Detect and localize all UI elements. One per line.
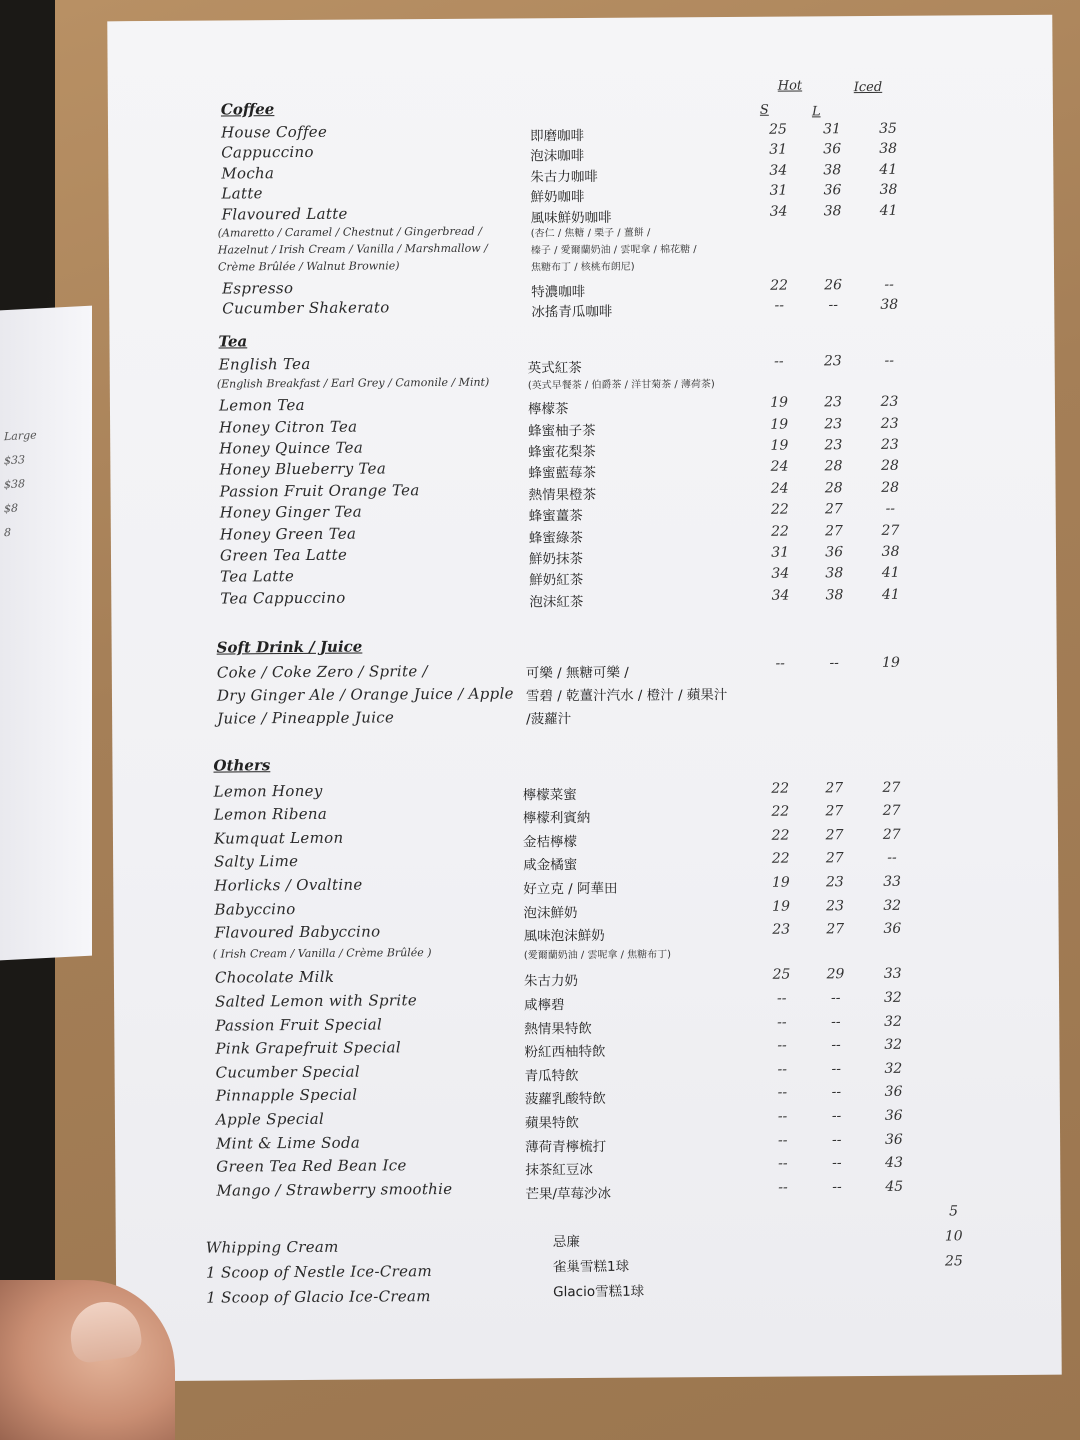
item-name-zh: 菠蘿乳酸特飲 (524, 1091, 606, 1108)
item-options: ( Irish Cream / Vanilla / Crème Brûlée ) (212, 945, 432, 961)
item-name-zh: 抹茶紅豆冰 (525, 1162, 593, 1179)
item-name-zh: 薄荷青檸梳打 (525, 1138, 607, 1156)
price-hot-large: 29 (826, 966, 845, 983)
price-iced: 28 (881, 458, 899, 475)
section-title: Soft Drink / Juice (216, 637, 363, 657)
item-name: Lemon Honey (213, 781, 323, 801)
price-hot-small: 31 (769, 182, 788, 200)
price-iced: 41 (879, 161, 898, 178)
item-name: Honey Green Tea (219, 524, 357, 544)
price-hot-small: 19 (771, 874, 790, 891)
item-name: Lemon Ribena (213, 804, 328, 824)
item-name: Kumquat Lemon (213, 828, 344, 848)
item-name: Horlicks / Ovaltine (214, 875, 363, 895)
price-hot-large: 23 (823, 353, 842, 370)
price-iced: 32 (883, 897, 902, 914)
price-hot-small: 34 (771, 587, 790, 604)
price-iced: 41 (879, 202, 898, 219)
extra-item-name-zh: 忌廉 (552, 1234, 580, 1251)
price-hot-small: 19 (770, 394, 789, 411)
price-hot-small: 22 (771, 827, 790, 844)
price-hot-small: 34 (771, 565, 790, 583)
extra-item-name-zh: 雀巢雪糕1球 (552, 1258, 630, 1276)
extra-item-name: 1 Scoop of Nestle Ice-Cream (205, 1262, 433, 1282)
section-title: Tea (218, 332, 248, 351)
side-menu-price: $38 (4, 477, 25, 492)
price-hot-small: 22 (771, 780, 790, 797)
side-menu-header: Large (4, 428, 37, 444)
price-hot-large: -- (828, 297, 839, 314)
item-name-zh: 咸金橘蜜 (523, 857, 578, 874)
price-hot-large: 27 (825, 826, 844, 844)
price-hot-large: -- (830, 990, 841, 1007)
item-name: Green Tea Red Bean Ice (216, 1156, 407, 1176)
price-hot-small: -- (777, 1132, 788, 1149)
price-hot-large: 27 (825, 779, 844, 796)
price-hot-large: 38 (823, 161, 842, 179)
price-hot-small: 19 (770, 416, 789, 433)
price-hot-large: -- (831, 1061, 841, 1078)
item-name: (Amaretto / Caramel / Chestnut / Gingerbread / (217, 224, 483, 240)
price-hot-large: 27 (824, 501, 843, 518)
price-hot-large: 36 (823, 182, 842, 199)
price-hot-large: 28 (824, 479, 843, 497)
item-name: Juice / Pineapple Juice (217, 708, 395, 728)
item-name: Pink Grapefruit Special (215, 1038, 402, 1058)
price-hot-large: 27 (825, 850, 844, 867)
item-name-zh: 粉紅西柚特飲 (524, 1044, 606, 1061)
item-name-zh: 蜂蜜綠茶 (528, 529, 583, 546)
item-name: Cucumber Shakerato (222, 298, 390, 318)
price-hot-small: 25 (772, 966, 791, 984)
price-iced: -- (885, 501, 896, 518)
price-hot-small: 24 (770, 480, 789, 497)
extra-item-name-zh: Glacio雪糕1球 (553, 1283, 645, 1301)
price-hot-large: 27 (826, 921, 845, 938)
item-name-zh: 鮮奶咖啡 (530, 189, 585, 206)
item-name-zh: 朱古力咖啡 (530, 168, 598, 186)
price-iced: 27 (882, 779, 901, 796)
item-options-zh: (愛爾蘭奶油 / 雲呢拿 / 焦糖布丁) (523, 949, 672, 962)
price-iced: -- (884, 353, 895, 370)
item-name: Mocha (221, 163, 275, 183)
section-title: Others (213, 756, 271, 775)
price-hot-small: -- (777, 1084, 788, 1102)
price-iced: 27 (882, 802, 901, 820)
item-name-zh: 可樂 / 無糖可樂 / (525, 664, 629, 682)
side-menu-price: 8 (4, 525, 11, 540)
item-name-zh: 朱古力奶 (523, 973, 579, 990)
price-hot-small: 31 (771, 544, 790, 561)
price-iced: 32 (884, 1013, 903, 1030)
item-name: Honey Ginger Tea (219, 502, 362, 522)
item-name: Babyccino (214, 899, 296, 919)
price-hot-small: -- (777, 1037, 787, 1054)
extra-item-name: 1 Scoop of Glacio Ice-Cream (206, 1287, 431, 1307)
price-hot-small: 23 (772, 921, 791, 938)
price-iced: 36 (883, 920, 902, 938)
price-hot-large: -- (832, 1155, 842, 1172)
price-hot-small: 19 (770, 437, 789, 454)
price-iced: 32 (884, 1060, 903, 1077)
price-hot-large: 28 (824, 458, 843, 475)
item-name-zh: 檸檬利賓納 (522, 810, 591, 827)
price-hot-large: 27 (825, 522, 843, 539)
extra-price: 5 (949, 1203, 959, 1220)
price-hot-small: -- (777, 1014, 787, 1031)
item-name-zh: 熱情果橙茶 (528, 486, 597, 504)
hot-column-header: Hot (777, 78, 803, 94)
price-hot-large: 26 (824, 276, 843, 293)
price-iced: 43 (885, 1154, 904, 1172)
price-hot-small: 24 (770, 458, 789, 476)
item-name: Flavoured Latte (221, 204, 348, 224)
price-hot-small: -- (777, 1108, 788, 1125)
item-name-zh: 榛子 / 愛爾蘭奶油 / 雲呢拿 / 棉花糖 / (530, 243, 697, 256)
price-hot-large: 38 (825, 565, 844, 582)
price-hot-small: 34 (769, 203, 788, 220)
extra-price: 10 (944, 1228, 963, 1245)
price-hot-large: -- (831, 1084, 842, 1101)
price-hot-small: -- (774, 353, 784, 371)
item-name-zh: 蜂蜜花梨茶 (528, 443, 596, 461)
side-menu-paper (0, 306, 92, 961)
price-hot-small: 22 (770, 277, 789, 294)
price-hot-large: 27 (825, 803, 844, 820)
price-iced: 23 (880, 436, 899, 453)
item-name: Honey Citron Tea (219, 417, 358, 437)
price-iced: 36 (884, 1084, 903, 1101)
item-name-zh: 特濃咖啡 (531, 283, 586, 300)
price-hot-large: 36 (823, 141, 842, 158)
item-name-zh: 好立克 / 阿華田 (523, 880, 618, 898)
price-hot-large: 38 (823, 203, 842, 220)
item-name: Mint & Lime Soda (216, 1133, 361, 1153)
item-name-zh: 芒果/草莓沙冰 (525, 1185, 612, 1203)
price-iced: 45 (885, 1178, 904, 1195)
price-hot-large: -- (831, 1131, 842, 1148)
price-iced: 33 (883, 966, 902, 983)
item-name-zh: 鮮奶紅茶 (529, 572, 584, 589)
item-name: Dry Ginger Ale / Orange Juice / Apple (216, 684, 514, 705)
price-hot-small: -- (777, 1061, 787, 1078)
price-hot-large: -- (829, 655, 839, 672)
price-hot-large: 23 (824, 437, 843, 454)
price-iced: 36 (884, 1107, 903, 1124)
price-hot-large: -- (831, 1108, 842, 1125)
item-name: Tea Cappuccino (220, 588, 346, 608)
price-hot-small: 22 (771, 523, 789, 540)
item-name-zh: 蜂蜜薑茶 (528, 508, 583, 525)
price-iced: 38 (879, 182, 898, 199)
price-iced: 23 (880, 393, 899, 411)
item-name-zh: /菠蘿汁 (526, 711, 572, 728)
price-iced: 33 (883, 873, 902, 890)
item-name: Salty Lime (214, 852, 299, 871)
item-name: Salted Lemon with Sprite (215, 991, 418, 1011)
side-menu-price: $33 (4, 453, 25, 468)
item-name: Lemon Tea (218, 396, 305, 415)
price-hot-small: -- (778, 1179, 788, 1196)
price-iced: 19 (881, 654, 900, 671)
price-hot-large: 23 (826, 897, 845, 914)
price-iced: -- (884, 276, 894, 293)
item-name: Apple Special (215, 1109, 325, 1129)
price-hot-small: 19 (772, 898, 791, 915)
small-column-header: S (759, 102, 769, 118)
side-menu-price: $8 (4, 501, 18, 516)
price-hot-large: -- (831, 1037, 841, 1054)
price-hot-small: -- (778, 1155, 788, 1172)
item-name: Honey Quince Tea (219, 438, 364, 458)
item-name-zh: 風味泡沫鮮奶 (523, 928, 605, 945)
item-name-zh: 檸檬茶 (527, 401, 569, 418)
price-iced: -- (887, 850, 897, 867)
price-hot-large: 38 (825, 586, 844, 604)
item-name: Espresso (222, 278, 294, 298)
price-iced: 27 (881, 522, 900, 539)
item-name-zh: 風味鮮奶咖啡 (530, 209, 612, 227)
item-options-zh: (英式早餐茶 / 伯爵茶 / 洋甘菊茶 / 薄荷茶) (527, 378, 715, 392)
price-hot-large: 36 (825, 544, 844, 561)
item-name: Latte (221, 184, 263, 203)
item-name: Hazelnut / Irish Cream / Vanilla / Marshmallow / (217, 241, 488, 257)
price-hot-large: -- (831, 1013, 841, 1030)
price-hot-small: 22 (771, 850, 790, 868)
price-hot-small: 25 (769, 121, 787, 138)
price-iced: 38 (881, 543, 900, 560)
item-name-zh: 英式紅茶 (527, 360, 582, 377)
price-hot-large: 23 (824, 415, 843, 432)
item-name-zh: 冰搖青瓜咖啡 (531, 303, 613, 321)
item-name-zh: 金桔檸檬 (522, 833, 578, 851)
price-hot-large: -- (832, 1179, 842, 1196)
item-name-zh: 咸檸碧 (524, 997, 565, 1014)
price-iced: 32 (883, 989, 902, 1006)
item-name-zh: 泡沫鮮奶 (523, 904, 578, 922)
item-name-zh: 熱情果特飲 (524, 1020, 592, 1038)
price-hot-small: -- (775, 655, 785, 672)
item-name: Flavoured Babyccino (214, 922, 381, 942)
item-name: Green Tea Latte (219, 545, 348, 565)
item-name: House Coffee (220, 122, 328, 142)
item-name: Honey Blueberry Tea (219, 459, 387, 479)
price-hot-small: -- (774, 297, 785, 314)
price-hot-large: 31 (823, 120, 841, 137)
item-name-zh: 檸檬菜蜜 (522, 786, 577, 804)
price-iced: 41 (881, 565, 900, 582)
item-name: Pinnapple Special (215, 1085, 358, 1105)
large-column-header: L (811, 104, 821, 120)
item-name-zh: 即磨咖啡 (530, 127, 585, 144)
item-name: Mango / Strawberry smoothie (216, 1179, 453, 1200)
extra-item-name: Whipping Cream (205, 1237, 339, 1257)
section-title: Coffee (220, 100, 275, 119)
price-hot-large: 23 (825, 874, 844, 891)
item-name: Tea Latte (220, 567, 295, 586)
item-name: Coke / Coke Zero / Sprite / (216, 662, 428, 682)
price-iced: 41 (881, 586, 900, 603)
price-hot-small: 22 (771, 803, 790, 820)
item-name: Cappuccino (221, 143, 314, 162)
item-name-zh: 泡沫咖啡 (530, 148, 585, 165)
item-name-zh: 鮮奶抹茶 (528, 551, 584, 568)
iced-column-header: Iced (853, 79, 883, 96)
item-name-zh: 蘋果特飲 (524, 1115, 580, 1132)
price-hot-small: 31 (769, 141, 788, 158)
price-iced: 38 (879, 140, 898, 158)
price-hot-small: -- (776, 990, 787, 1007)
item-name: Crème Brûlée / Walnut Brownie) (217, 258, 400, 274)
item-name-zh: (杏仁 / 焦糖 / 栗子 / 薑餅 / (530, 227, 651, 239)
item-name-zh: 焦糖布丁 / 核桃布朗尼) (530, 261, 635, 273)
price-iced: 36 (884, 1131, 903, 1148)
price-iced: 38 (880, 296, 899, 314)
item-name: Passion Fruit Orange Tea (219, 480, 420, 501)
item-name: English Tea (218, 355, 311, 374)
item-name: Chocolate Milk (214, 968, 335, 987)
item-options: (English Breakfast / Earl Grey / Camonile / Mint) (216, 375, 490, 391)
price-iced: 23 (880, 415, 899, 432)
item-name-zh: 泡沫紅茶 (529, 593, 584, 611)
extra-price: 25 (944, 1253, 963, 1270)
menu-sheet (107, 15, 1061, 1382)
price-iced: 28 (881, 479, 900, 496)
price-hot-small: 34 (769, 162, 788, 179)
price-hot-small: 22 (770, 501, 789, 518)
price-iced: 35 (879, 120, 897, 137)
item-name-zh: 雪碧 / 乾薑汁汽水 / 橙汁 / 蘋果汁 (525, 687, 728, 705)
item-name-zh: 蜂蜜藍莓茶 (528, 465, 596, 482)
price-iced: 27 (882, 826, 901, 843)
price-hot-large: 23 (824, 394, 843, 411)
item-name: Passion Fruit Special (215, 1015, 383, 1035)
item-name-zh: 青瓜特飲 (524, 1067, 579, 1085)
item-name: Cucumber Special (215, 1062, 361, 1082)
price-iced: 32 (884, 1036, 903, 1054)
item-name-zh: 蜂蜜柚子茶 (528, 422, 596, 439)
